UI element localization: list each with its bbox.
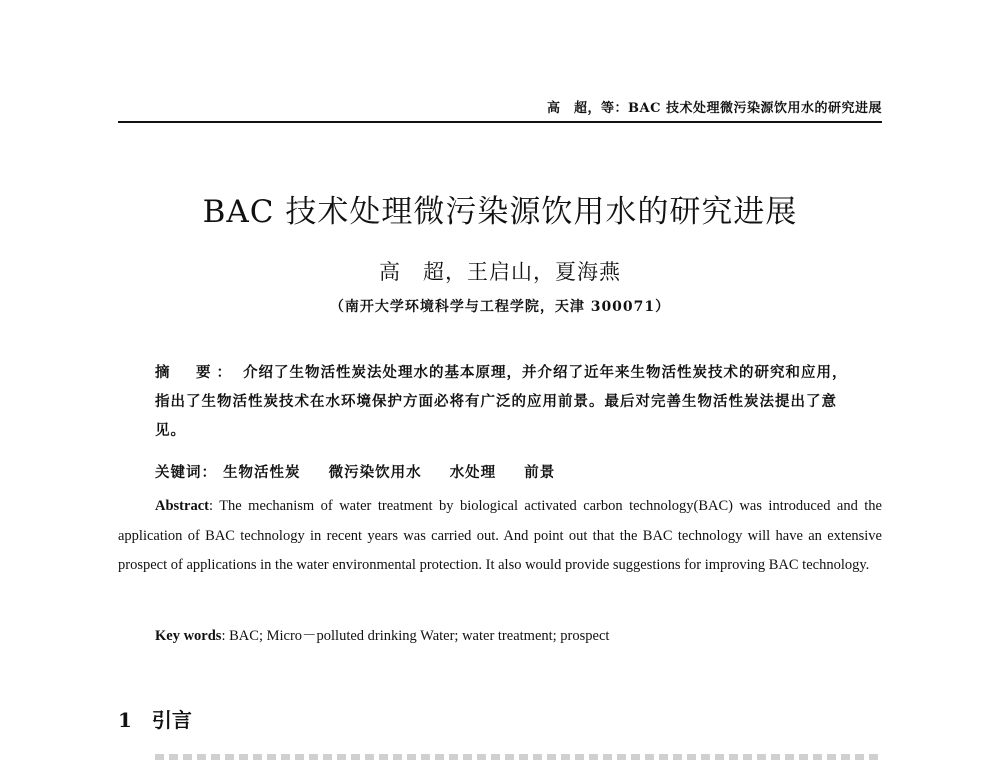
- keyword-cn-term: 微污染饮用水: [328, 464, 422, 481]
- keywords-cn-label: 关键词：: [155, 464, 217, 481]
- abstract-cn: [155, 358, 855, 445]
- keywords-cn: [155, 461, 577, 482]
- keywords-en-text: BAC; Micro－polluted drinking Water; water treatment; prospect: [229, 628, 610, 644]
- keyword-cn-term: 前景: [524, 464, 556, 481]
- header-rule: [118, 121, 882, 123]
- abstract-cn-label: 摘 要：: [155, 364, 237, 381]
- paper-title: BAC 技术处理微污染源饮用水的研究进展: [202, 194, 798, 230]
- keywords-en: Key words: BAC; Micro－polluted drinking Water; water treatment; prospect: [155, 628, 610, 644]
- abstract-en-text: The mechanism of water treatment by biological activated carbon technology(BAC) was introduced and the application of BAC technology in recent years was carried out. And point out that the BAC technology will have an extensive prospect of applications in the water environmental protection. It also would provide suggestions for improving BAC technology.: [118, 498, 882, 573]
- abstract-en: Abstract: The mechanism of water treatment by biological activated carbon technology(BAC) was introduced and the application of BAC technology in recent years was carried out. And point out that the BAC technology will have an extensive prospect of applications in the water environmental protection. It also would provide suggestions for improving BAC technology.: [118, 498, 882, 573]
- abstract-cn-text: 介绍了生物活性炭法处理水的基本原理，并介绍了近年来生物活性炭技术的研究和应用，指出了生物活性炭技术在水环境保护方面必将有广泛的应用前景。最后对完善生物活性炭法提出了意见。: [155, 364, 848, 439]
- authors: 高 超，王启山，夏海燕: [379, 260, 621, 284]
- abstract-en-label: Abstract: [155, 498, 209, 514]
- keywords-en-label: Key words: [155, 628, 222, 644]
- section-number: 1: [118, 708, 132, 732]
- section-title: 引言: [151, 708, 192, 732]
- keyword-cn-term: 水处理: [449, 464, 497, 481]
- keyword-cn-term: 生物活性炭: [223, 464, 301, 481]
- cutoff-text-line: [155, 754, 882, 760]
- section-heading: [118, 704, 192, 733]
- running-head: 高 超，等：BAC 技术处理微污染源饮用水的研究进展: [547, 101, 882, 116]
- affiliation: （南开大学环境科学与工程学院，天津 300071）: [329, 299, 671, 315]
